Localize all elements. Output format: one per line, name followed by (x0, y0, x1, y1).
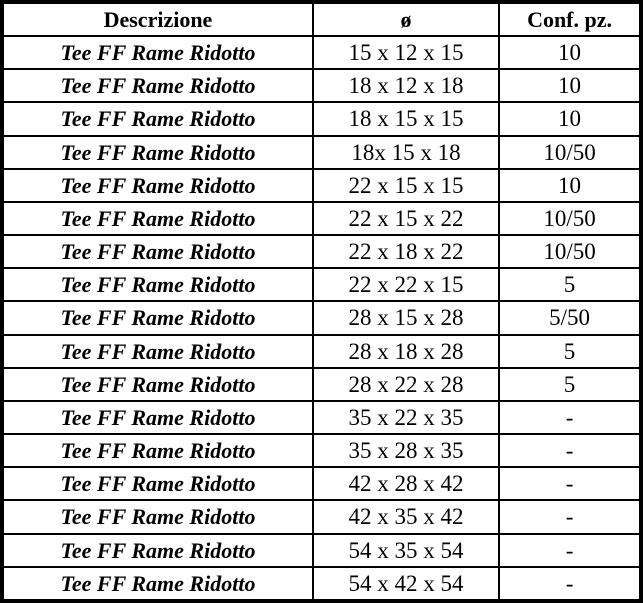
cell-diameter: 18 x 12 x 18 (313, 69, 499, 102)
cell-diameter: 18 x 15 x 15 (313, 102, 499, 135)
cell-pack-quantity: - (499, 534, 641, 567)
cell-diameter: 54 x 35 x 54 (313, 534, 499, 567)
cell-diameter: 22 x 18 x 22 (313, 235, 499, 268)
cell-description: Tee FF Rame Ridotto (2, 136, 313, 169)
cell-pack-quantity: 10 (499, 69, 641, 102)
table-header-row (2, 2, 641, 36)
cell-description: Tee FF Rame Ridotto (2, 434, 313, 467)
cell-description: Tee FF Rame Ridotto (2, 368, 313, 401)
cell-pack-quantity: 10 (499, 102, 641, 135)
table-body (2, 36, 641, 601)
cell-diameter: 28 x 22 x 28 (313, 368, 499, 401)
table-row (2, 268, 641, 301)
table-row (2, 36, 641, 69)
cell-description: Tee FF Rame Ridotto (2, 102, 313, 135)
cell-description: Tee FF Rame Ridotto (2, 268, 313, 301)
cell-pack-quantity: 10/50 (499, 235, 641, 268)
cell-description: Tee FF Rame Ridotto (2, 202, 313, 235)
table-row (2, 69, 641, 102)
cell-diameter: 28 x 15 x 28 (313, 301, 499, 334)
table-row (2, 136, 641, 169)
table-row (2, 169, 641, 202)
cell-description: Tee FF Rame Ridotto (2, 235, 313, 268)
cell-diameter: 54 x 42 x 54 (313, 567, 499, 601)
cell-description: Tee FF Rame Ridotto (2, 301, 313, 334)
column-header-pack-quantity: Conf. pz. (499, 2, 641, 36)
cell-description: Tee FF Rame Ridotto (2, 534, 313, 567)
cell-description: Tee FF Rame Ridotto (2, 69, 313, 102)
cell-diameter: 42 x 28 x 42 (313, 467, 499, 500)
cell-description: Tee FF Rame Ridotto (2, 401, 313, 434)
table-row (2, 235, 641, 268)
cell-diameter: 18x 15 x 18 (313, 136, 499, 169)
table-row (2, 401, 641, 434)
cell-diameter: 35 x 28 x 35 (313, 434, 499, 467)
cell-description: Tee FF Rame Ridotto (2, 567, 313, 601)
cell-diameter: 22 x 22 x 15 (313, 268, 499, 301)
cell-pack-quantity: 5 (499, 268, 641, 301)
table-row (2, 467, 641, 500)
table-row (2, 202, 641, 235)
cell-pack-quantity: 10 (499, 36, 641, 69)
cell-diameter: 15 x 12 x 15 (313, 36, 499, 69)
cell-pack-quantity: - (499, 500, 641, 533)
table-row (2, 500, 641, 533)
table-row (2, 368, 641, 401)
cell-pack-quantity: - (499, 567, 641, 601)
cell-description: Tee FF Rame Ridotto (2, 467, 313, 500)
table-row (2, 534, 641, 567)
cell-pack-quantity: - (499, 401, 641, 434)
cell-pack-quantity: - (499, 467, 641, 500)
cell-diameter: 22 x 15 x 22 (313, 202, 499, 235)
cell-diameter: 28 x 18 x 28 (313, 335, 499, 368)
table-row (2, 434, 641, 467)
cell-pack-quantity: 10 (499, 169, 641, 202)
table-row (2, 301, 641, 334)
cell-diameter: 35 x 22 x 35 (313, 401, 499, 434)
cell-description: Tee FF Rame Ridotto (2, 500, 313, 533)
cell-diameter: 42 x 35 x 42 (313, 500, 499, 533)
table-row (2, 567, 641, 601)
cell-pack-quantity: 5 (499, 335, 641, 368)
table-row (2, 102, 641, 135)
cell-pack-quantity: 5/50 (499, 301, 641, 334)
cell-description: Tee FF Rame Ridotto (2, 36, 313, 69)
cell-pack-quantity: 10/50 (499, 202, 641, 235)
cell-description: Tee FF Rame Ridotto (2, 169, 313, 202)
cell-pack-quantity: 10/50 (499, 136, 641, 169)
column-header-diameter: ø (313, 2, 499, 36)
cell-pack-quantity: - (499, 434, 641, 467)
column-header-description: Descrizione (2, 2, 313, 36)
cell-description: Tee FF Rame Ridotto (2, 335, 313, 368)
table-row (2, 335, 641, 368)
cell-diameter: 22 x 15 x 15 (313, 169, 499, 202)
cell-pack-quantity: 5 (499, 368, 641, 401)
